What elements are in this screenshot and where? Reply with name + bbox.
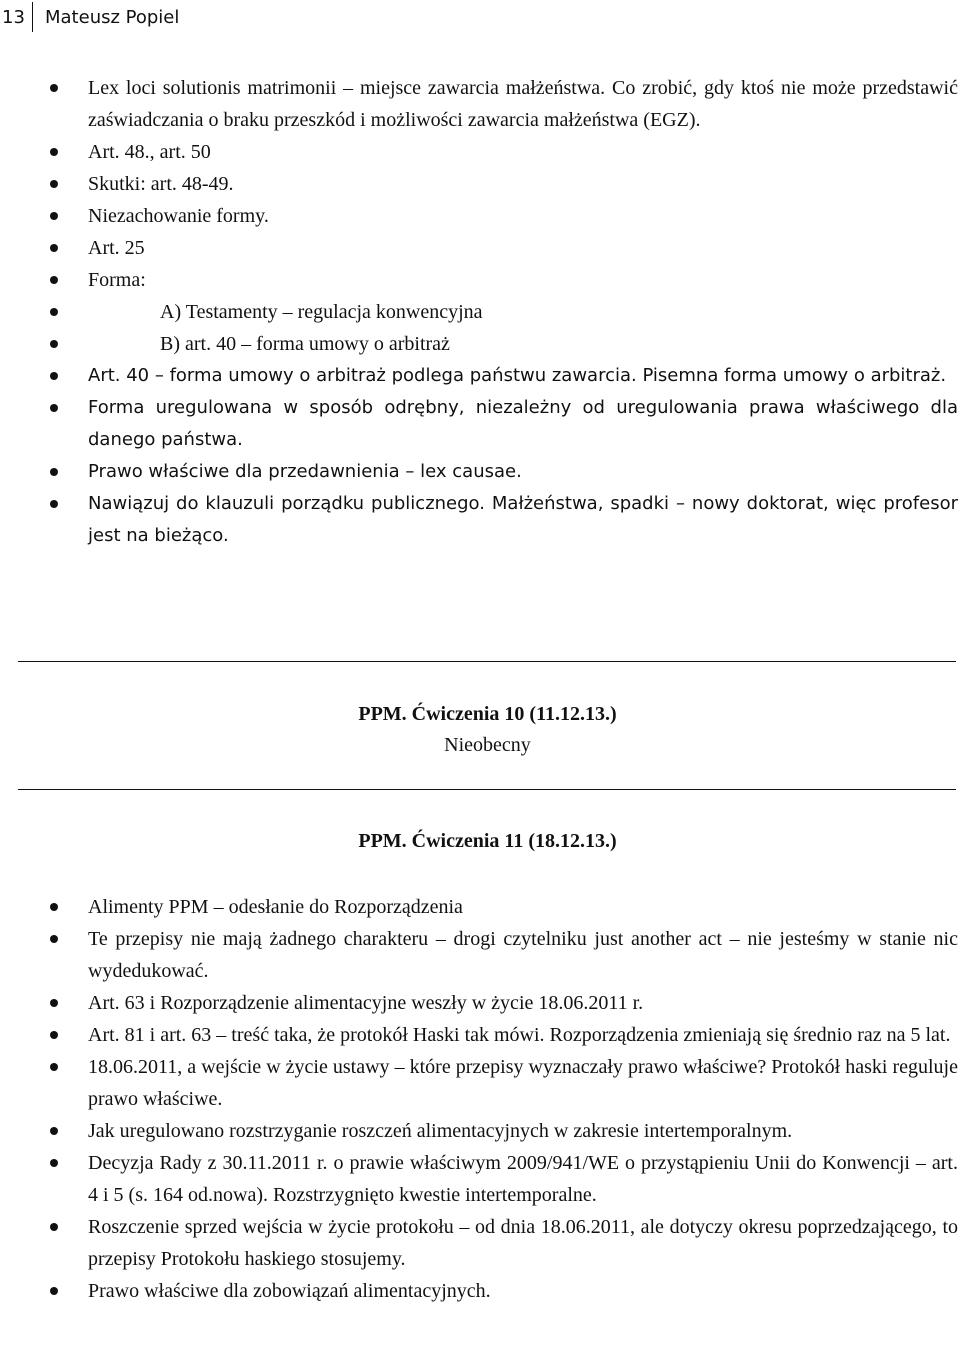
header-divider [32, 2, 33, 32]
page-header [0, 0, 179, 34]
list-item: Alimenty PPM – odesłanie do Rozporządzenia [0, 891, 960, 923]
list-item: Forma uregulowana w sposób odrębny, niezależny od uregulowania prawa właściwego dla danego państwa. [0, 392, 960, 456]
list-item: Niezachowanie formy. [0, 200, 960, 232]
author-name: Mateusz Popiel [45, 6, 180, 28]
section-10-heading [0, 699, 960, 761]
list-item: Art. 40 – forma umowy o arbitraż podlega państwu zawarcia. Pisemna forma umowy o arbitraż. [0, 360, 960, 392]
list-item: Art. 25 [0, 232, 960, 264]
list-item: Roszczenie sprzed wejścia w życie protokołu – od dnia 18.06.2011, ale dotyczy okresu poprzedzającego, to przepisy Protokołu haskiego stosujemy. [0, 1211, 960, 1275]
notes-list-2 [0, 891, 960, 1307]
list-item: Forma: [0, 264, 960, 296]
list-item: Jak uregulowano rozstrzyganie roszczeń alimentacyjnych w zakresie intertemporalnym. [0, 1115, 960, 1147]
list-item: Skutki: art. 48-49. [0, 168, 960, 200]
list-item: Art. 48., art. 50 [0, 136, 960, 168]
section-divider [18, 661, 956, 662]
list-item: Art. 81 i art. 63 – treść taka, że protokół Haski tak mówi. Rozporządzenia zmieniają się średnio raz na 5 lat. [0, 1019, 960, 1051]
notes-list-1 [0, 72, 960, 552]
list-item: Lex loci solutionis matrimonii – miejsce zawarcia małżeństwa. Co zrobić, gdy ktoś nie może przedstawić zaświadczania o braku przeszkód i możliwości zawarcia małżeństwa (EGZ). [0, 72, 960, 136]
list-item: Art. 63 i Rozporządzenie alimentacyjne weszły w życie 18.06.2011 r. [0, 987, 960, 1019]
list-item: Nawiązuj do klauzuli porządku publicznego. Małżeństwa, spadki – nowy doktorat, więc profesor jest na bieżąco. [0, 488, 960, 552]
section-divider [18, 789, 956, 790]
section-11-heading [0, 826, 960, 857]
section-10-title: PPM. Ćwiczenia 10 (11.12.13.) [358, 703, 617, 725]
list-item: Decyzja Rady z 30.11.2011 r. o prawie właściwym 2009/941/WE o przystąpieniu Unii do Konwencji – art. 4 i 5 (s. 164 od.nowa). Rozstrzygnięto kwestie intertemporalne. [0, 1147, 960, 1211]
list-item: B) art. 40 – forma umowy o arbitraż [0, 328, 960, 360]
page-number: 13 [2, 6, 25, 28]
section-11-title: PPM. Ćwiczenia 11 (18.12.13.) [358, 830, 617, 852]
section-10-subtitle: Nieobecny [444, 734, 531, 756]
list-item: A) Testamenty – regulacja konwencyjna [0, 296, 960, 328]
list-item: Te przepisy nie mają żadnego charakteru – drogi czytelniku just another act – nie jesteśmy w stanie nic wydedukować. [0, 923, 960, 987]
list-item: Prawo właściwe dla przedawnienia – lex causae. [0, 456, 960, 488]
list-item: 18.06.2011, a wejście w życie ustawy – które przepisy wyznaczały prawo właściwe? Protokół haski reguluje prawo właściwe. [0, 1051, 960, 1115]
list-item: Prawo właściwe dla zobowiązań alimentacyjnych. [0, 1275, 960, 1307]
